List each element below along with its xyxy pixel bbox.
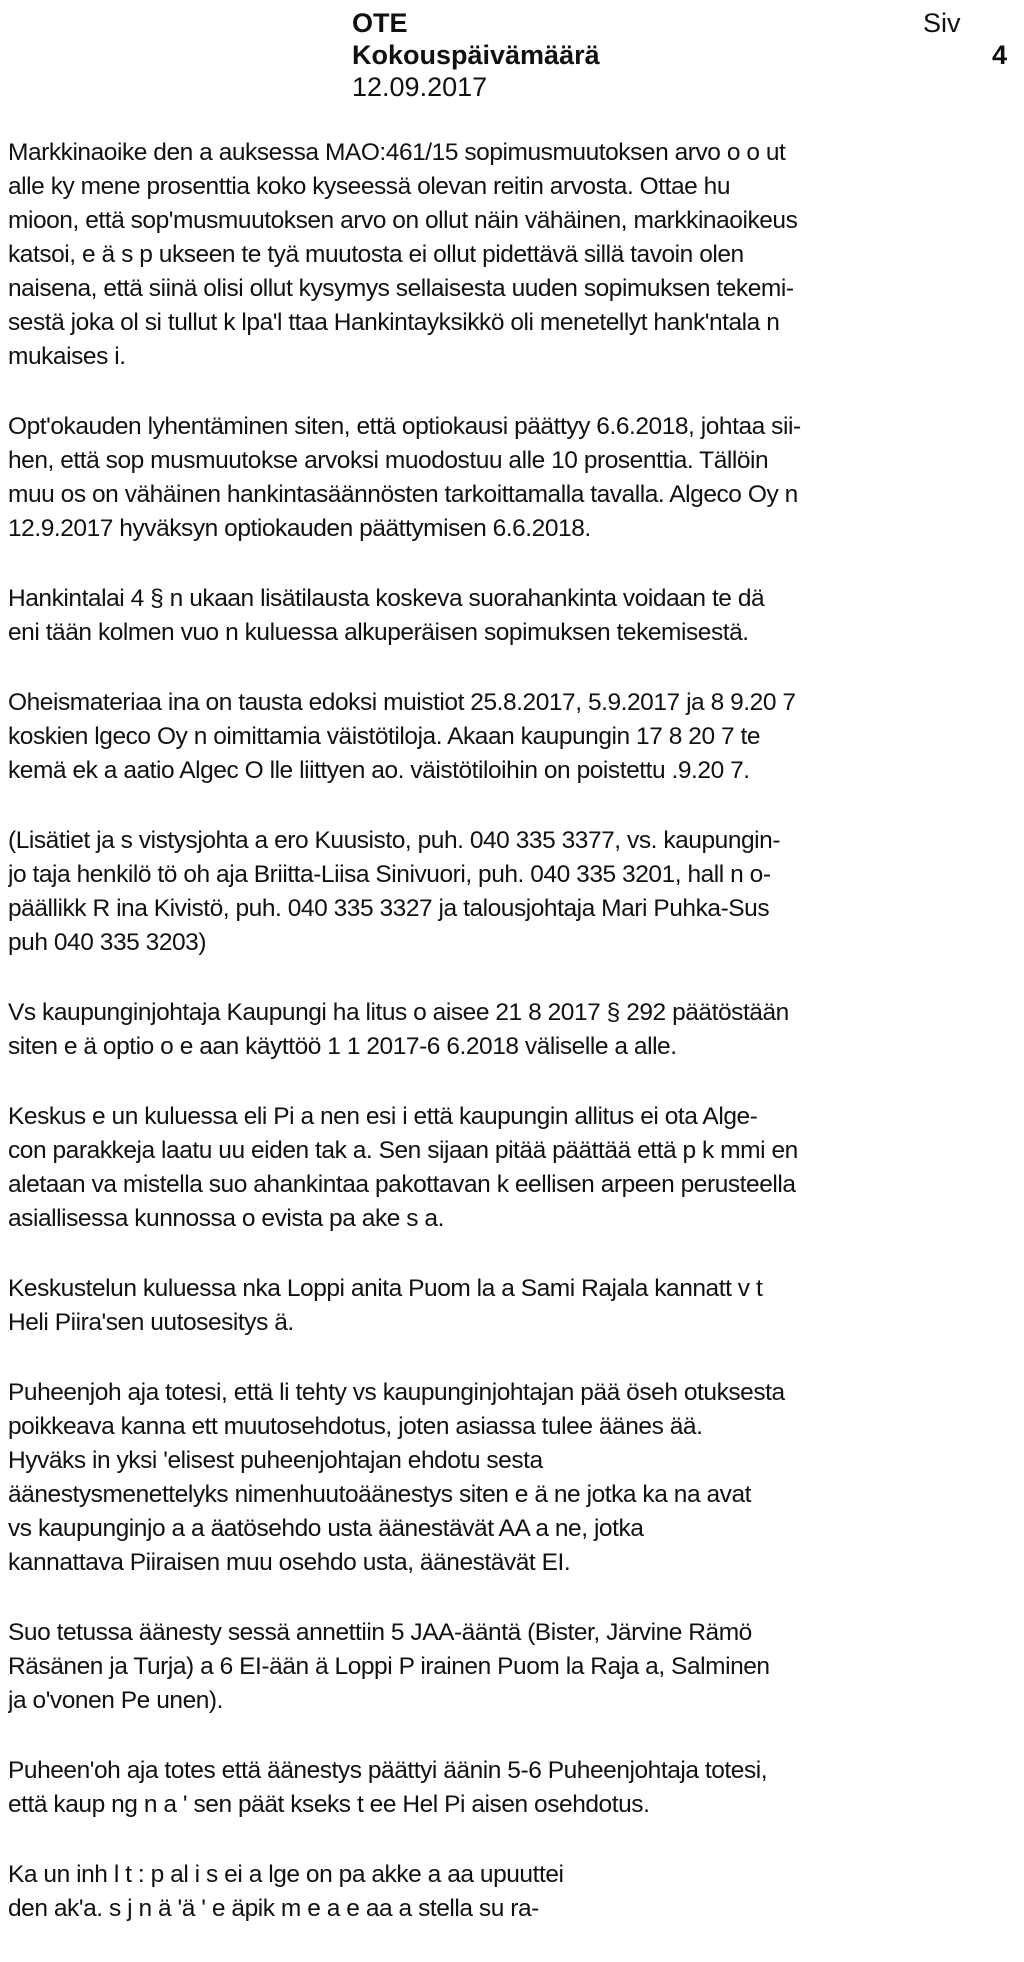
paragraph xyxy=(8,1754,1018,1822)
text-line: Oheismateriaa ina on tausta edoksi muistiot 25.8.2017, 5.9.2017 ja 8 9.20 7 xyxy=(8,689,796,716)
meeting-date-value: 12.09.2017 xyxy=(352,72,488,102)
text-line: con parakkeja laatu uu eiden tak a. Sen sijaan pitää päättää että p k mmi en xyxy=(8,1137,798,1164)
text-line: 12.9.2017 hyväksyn optiokauden päättymisen 6.6.2018. xyxy=(8,515,591,542)
document-body xyxy=(8,136,1018,1962)
text-line: aletaan va mistella suo ahankintaa pakottavan k eellisen arpeen perusteella xyxy=(8,1171,796,1198)
paragraph xyxy=(8,824,1018,960)
paragraph xyxy=(8,1100,1018,1236)
text-line: poikkeava kanna ett muutosehdotus, joten asiassa tulee äänes ää. xyxy=(8,1413,703,1440)
text-line: muu os on vähäinen hankintasäännösten tarkoittamalla tavalla. Algeco Oy n xyxy=(8,481,798,508)
paragraph xyxy=(8,410,1018,546)
text-line: asiallisessa kunnossa o evista pa ake s a. xyxy=(8,1205,444,1232)
paragraph xyxy=(8,1858,1018,1926)
text-line: kannattava Piiraisen muu osehdo usta, äänestävät EI. xyxy=(8,1549,571,1576)
text-line: Opt'okauden lyhentäminen siten, että optiokausi päättyy 6.6.2018, johtaa sii- xyxy=(8,413,801,440)
text-line: koskien lgeco Oy n oimittamia väistötiloja. Akaan kaupungin 17 8 20 7 te xyxy=(8,723,761,750)
text-line: den ak'a. s j n ä 'ä ' e äpik m e a e aa a stella su ra- xyxy=(8,1895,539,1922)
meeting-date-label: Kokouspäivämäärä xyxy=(352,40,600,70)
text-line: mukaises i. xyxy=(8,343,126,370)
page-label: Siv xyxy=(923,8,961,38)
paragraph xyxy=(8,1376,1018,1580)
text-line: Heli Piira'sen uutosesitys ä. xyxy=(8,1309,294,1336)
text-line: Hankintalai 4 § n ukaan lisätilausta koskeva suorahankinta voidaan te dä xyxy=(8,585,765,612)
text-line: siten e ä optio o e aan käyttöö 1 1 2017-6 6.2018 väliselle a alle. xyxy=(8,1033,677,1060)
paragraph xyxy=(8,582,1018,650)
paragraph xyxy=(8,1616,1018,1718)
text-line: kemä ek a aatio Algec O lle liittyen ao. väistötiloihin on poistettu .9.20 7. xyxy=(8,757,750,784)
text-line: puh 040 335 3203) xyxy=(8,929,207,956)
text-line: äänestysmenettelyks nimenhuutoäänestys siten e ä ne jotka ka na avat xyxy=(8,1481,751,1508)
text-line: eni tään kolmen vuo n kuluessa alkuperäisen sopimuksen tekemisestä. xyxy=(8,619,749,646)
text-line: naisena, että siinä olisi ollut kysymys sellaisesta uuden sopimuksen tekemi- xyxy=(8,275,794,302)
text-line: Puheenjoh aja totesi, että li tehty vs kaupunginjohtajan pää öseh otuksesta xyxy=(8,1379,785,1406)
document-type-heading: OTE xyxy=(352,8,408,38)
text-line: Markkinaoike den a auksessa MAO:461/15 sopimusmuutoksen arvo o o ut xyxy=(8,139,786,166)
text-line: Vs kaupunginjohtaja Kaupungi ha litus o aisee 21 8 2017 § 292 päätöstään xyxy=(8,999,789,1026)
text-line: ja o'vonen Pe unen). xyxy=(8,1687,223,1714)
text-line: (Lisätiet ja s vistysjohta a ero Kuusisto, puh. 040 335 3377, vs. kaupungin- xyxy=(8,827,781,854)
text-line: Puheen'oh aja totes että äänestys päättyi äänin 5-6 Puheenjohtaja totesi, xyxy=(8,1757,768,1784)
paragraph xyxy=(8,136,1018,374)
text-line: Keskustelun kuluessa nka Loppi anita Puom la a Sami Rajala kannatt v t xyxy=(8,1275,763,1302)
text-line: hen, että sop musmuutokse arvoksi muodostuu alle 10 prosenttia. Tällöin xyxy=(8,447,769,474)
text-line: Suo tetussa äänesty sessä annettiin 5 JAA-ääntä (Bister, Järvine Rämö xyxy=(8,1619,752,1646)
paragraph xyxy=(8,686,1018,788)
text-line: alle ky mene prosenttia koko kyseessä olevan reitin arvosta. Ottae hu xyxy=(8,173,731,200)
text-line: jo taja henkilö tö oh aja Briitta-Liisa Sinivuori, puh. 040 335 3201, hall n o- xyxy=(8,861,771,888)
text-line: Keskus e un kuluessa eli Pi a nen esi i että kaupungin allitus ei ota Alge- xyxy=(8,1103,758,1130)
text-line: että kaup ng n a ' sen päät kseks t ee Hel Pi aisen osehdotus. xyxy=(8,1791,650,1818)
text-line: vs kaupunginjo a a äatösehdo usta äänestävät AA a ne, jotka xyxy=(8,1515,644,1542)
text-line: Ka un inh l t : p al i s ei a lge on pa akke a aa upuuttei xyxy=(8,1861,564,1888)
text-line: Hyväks in yksi 'elisest puheenjohtajan ehdotu sesta xyxy=(8,1447,543,1474)
text-line: Räsänen ja Turja) a 6 EI-ään ä Loppi P irainen Puom la Raja a, Salminen xyxy=(8,1653,770,1680)
text-line: päällikk R ina Kivistö, puh. 040 335 3327 ja talousjohtaja Mari Puhka-Sus xyxy=(8,895,770,922)
paragraph xyxy=(8,996,1018,1064)
text-line: sestä joka ol si tullut k lpa'l ttaa Hankintayksikkö oli menetellyt hank'ntala n xyxy=(8,309,780,336)
text-line: mioon, että sop'musmuutoksen arvo on ollut näin vähäinen, markkinaoikeus xyxy=(8,207,798,234)
page-number: 4 xyxy=(992,40,1008,70)
paragraph xyxy=(8,1272,1018,1340)
text-line: katsoi, e ä s p ukseen te tyä muutosta ei ollut pidettävä sillä tavoin olen xyxy=(8,241,744,268)
